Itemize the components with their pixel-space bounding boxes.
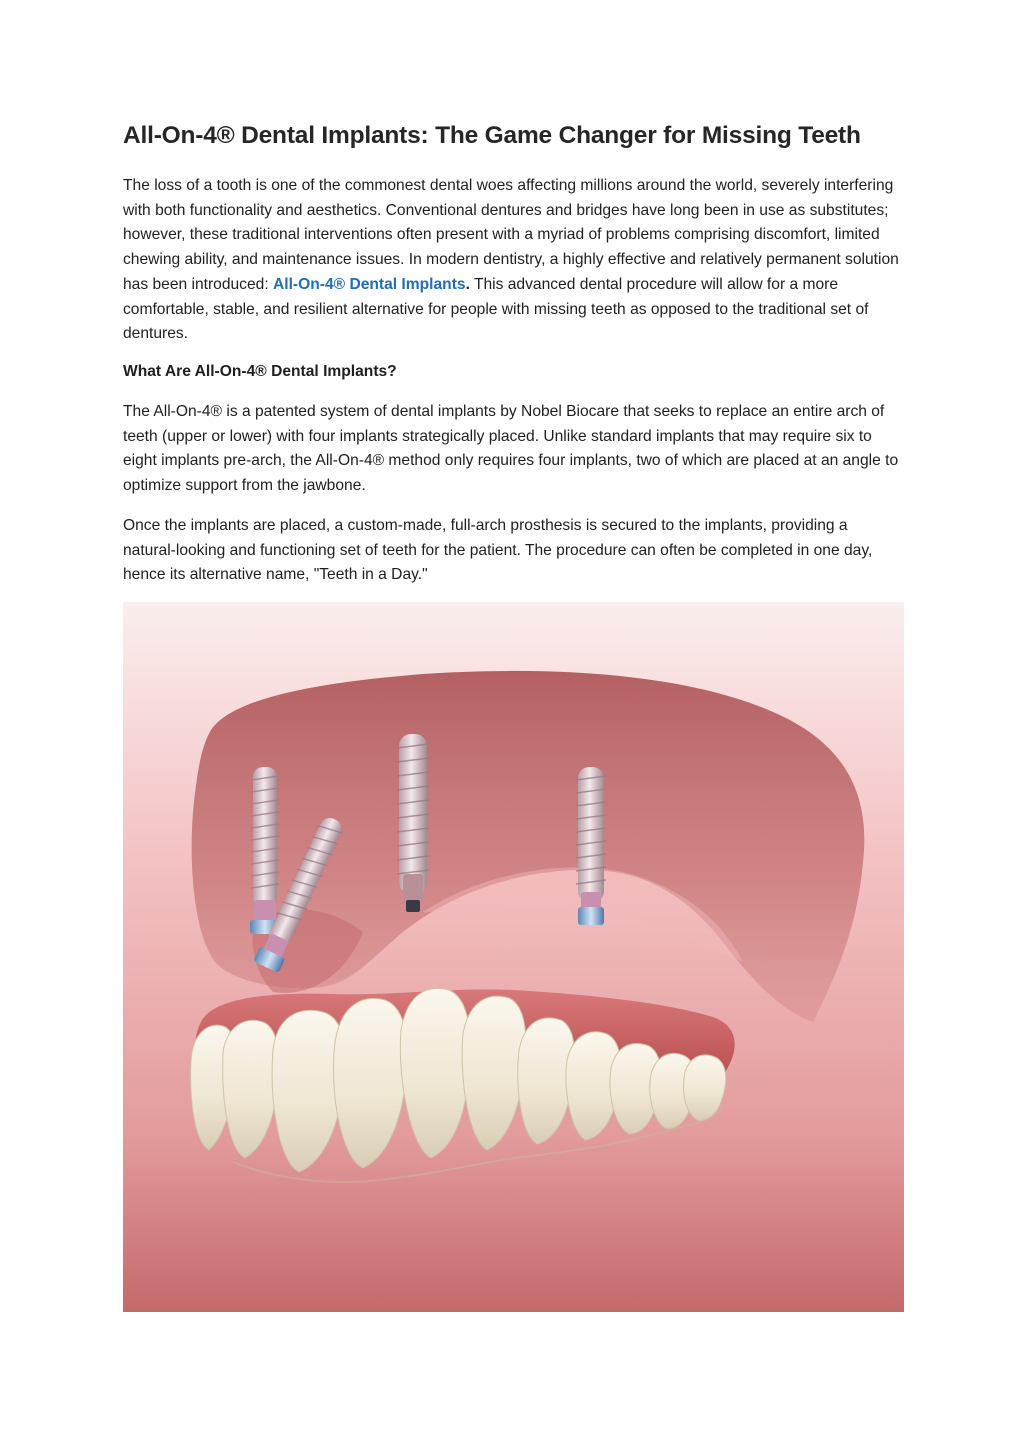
intro-text-continued: This advanced dental procedure will allow for a more comfortable, stable, and resilient alternative for people with missing teeth as opposed to the traditional set of dentures. [123,275,869,343]
all-on-4-link[interactable]: All-On-4® Dental Implants [272,275,466,293]
dental-implant-illustration [123,602,904,1312]
link-period: . [465,275,470,293]
paragraph-definition: The All-On-4® is a patented system of dental implants by Nobel Biocare that seeks to replace an entire arch of teeth (upper or lower) with four implants strategically placed. Unlike standard implants that may require six to eight implants pre-arch, the All-On-4® method only requires four implants, two of which are placed at an angle to optimize support from the jawbone. [123,403,899,495]
intro-paragraph [123,174,904,347]
intro-text: The loss of a tooth is one of the commonest dental woes affecting millions around the world, severely interfering with both functionality and aesthetics. Conventional dentures and bridges have long been in use as substitutes; however, these traditional interventions often present with a myriad of problems comprising discomfort, limited chewing ability, and maintenance issues. In modern dentistry, a highly effective and relatively permanent solution has been introduced: [123,177,899,293]
implant-center [397,734,429,912]
paragraph-procedure: Once the implants are placed, a custom-made, full-arch prosthesis is secured to the implants, providing a natural-looking and functioning set of teeth for the patient. The procedure can often be completed in one day, hence its alternative name, "Teeth in a Day." [123,517,873,584]
page-title: All-On-4® Dental Implants: The Game Changer for Missing Teeth [123,122,861,149]
implant-illustration-svg [123,602,904,1312]
implant-left-vertical [250,767,280,934]
section-heading: What Are All-On-4® Dental Implants? [123,363,397,380]
